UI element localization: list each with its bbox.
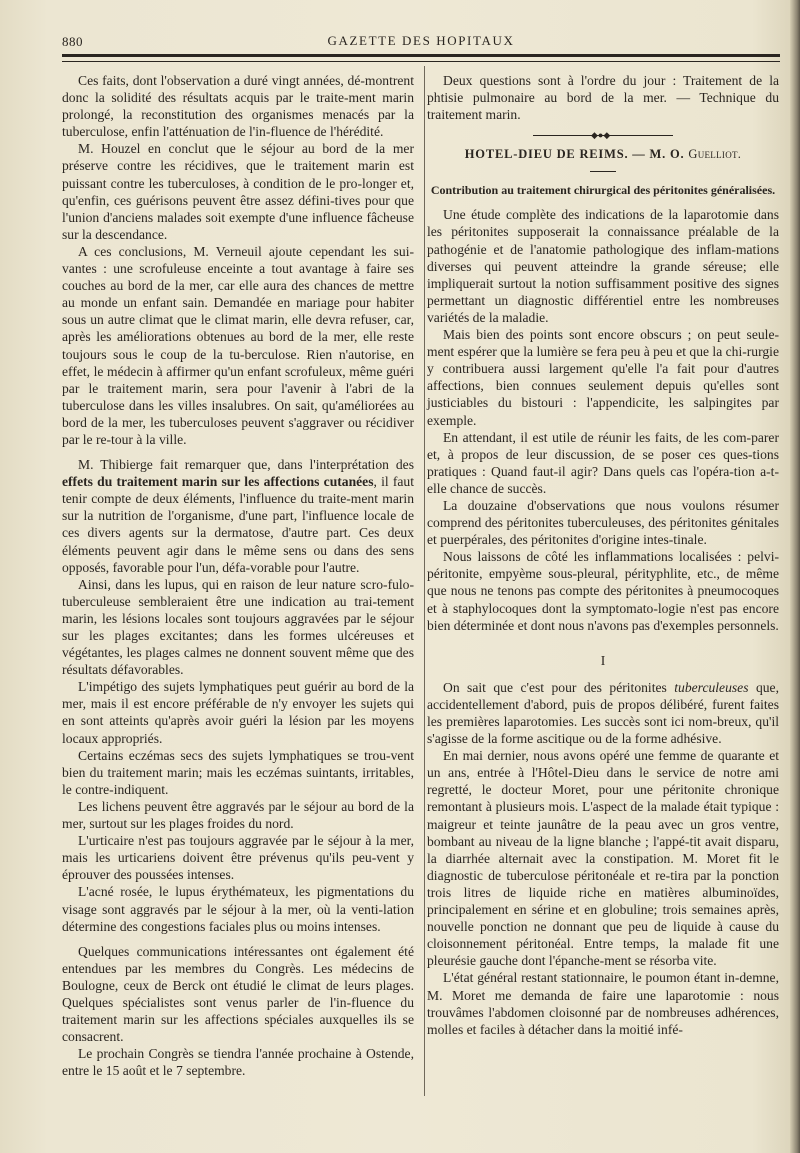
paragraph: M. Houzel en conclut que le séjour au bord de la mer préserve contre les récidives, que le traitement marin est puissant contre les tuberculoses, à condition de le pro-longer et, qu'enfin, ces guérisons peuvent être assez défini-tives pour que l'union d'anciens malades soit exempte d'une influence fâcheuse sur la descendance. xyxy=(62,141,414,242)
paragraph: L'impétigo des sujets lymphatiques peut guérir au bord de la mer, mais il est encore préférable de n'y envoyer les sujets qui en sont atteints qu'après avoir guéri la lésion par les moyens locaux appropriés. xyxy=(62,679,414,746)
italic-term: tuberculeuses xyxy=(674,679,749,695)
paragraph: A ces conclusions, M. Verneuil ajoute cependant les sui-vantes : une scrofuleuse enceinte a tout avantage à faire ses couches au bord de la mer, car elle aura des chances de mettre au monde un enfant sain. Demandée en mariage pour habiter sous un autre climat que le climat marin, elle devra refuser, car, après les améliorations obtenues au bord de la mer, elle reste toujours sous le coup de la tu-berculose. Rien n'autorise, en effet, le médecin à affirmer qu'un enfant scrofuleux, même guéri par le traitement marin, sera pour l'avenir à l'abri de la tuberculose dans les villes insalubres. On sait, qu'améliorées au bord de la mer, les tuberculoses peuvent s'aggraver ou récidiver par le re-tour à la ville. xyxy=(62,243,414,447)
bold-topic: effets du traitement marin sur les affections cutanées xyxy=(62,474,374,490)
text-run: M. Thibierge fait remarquer que, dans l'interprétation des xyxy=(78,457,414,473)
right-column xyxy=(427,72,779,1038)
ornament-rule xyxy=(533,130,673,141)
paragraph: Ainsi, dans les lupus, qui en raison de leur nature scro-fulo-tuberculeuse sembleraient être une indication au trai-tement marin, les lésions locales sont toujours aggravées par le séjour sur les plages excitantes; dans les formes ulcéreuses et végétantes, les plages calmes ne donnent souvent même que des résultats défavorables. xyxy=(62,576,414,678)
paragraph: Quelques communications intéressantes ont également été entendues par les membres du Congrès. Les médecins de Boulogne, ceux de Berck ont étudié le climat de leurs plages. Quelques spécialistes sont venus parler de l'in-fluence du traitement marin sur les affections spéciales auxquelles ils se consacrent. xyxy=(62,943,414,1045)
paragraph: L'état général restant stationnaire, le poumon étant in-demne, M. Moret me demanda de faire une laparotomie : nous trouvâmes l'abdomen cloisonné par de nombreuses adhérences, molles et faciles à détacher dans la moitié infé- xyxy=(427,970,779,1037)
paragraph: L'acné rosée, le lupus érythémateux, les pigmentations du visage sont aggravés par le séjour à la mer, où la venti-lation détermine des congestions faciales plus ou moins intenses. xyxy=(62,884,414,934)
short-rule xyxy=(590,171,616,172)
paragraph-thibierge xyxy=(62,456,414,576)
paragraph: Deux questions sont à l'ordre du jour : Traitement de la phtisie pulmonaire au bord de la mer. — Technique du traitement marin. xyxy=(427,73,779,123)
paragraph: Nous laissons de côté les inflammations localisées : pelvi-péritonite, empyème sous-pleural, pérityphlite, etc., de même que nous ne tenons pas compte des péritonites à pneumocoques et à staphylocoques dont la symptomato-logie n'est pas encore bien déterminée et dont nous n'avons pas d'exemples personnels. xyxy=(427,549,779,633)
text-run: que, accidentellement d'abord, puis de propos délibéré, furent faites les premières laparotomies. Les succès sont ici nom-breux, qu'il s'agisse de la forme ascitique ou de la forme adhésive. xyxy=(427,679,779,747)
paragraph: Le prochain Congrès se tiendra l'année prochaine à Ostende, entre le 15 août et le 7 septembre. xyxy=(62,1046,414,1079)
section-title-text: HOTEL-DIEU DE REIMS. — M. O. xyxy=(464,147,685,162)
paragraph: Certains eczémas secs des sujets lymphatiques se trou-vent bien du traitement marin; mais les eczémas suintants, irritables, le contre-indiquent. xyxy=(62,747,414,797)
paragraph: Les lichens peuvent être aggravés par le séjour au bord de la mer, surtout sur les plages froides du nord. xyxy=(62,798,414,832)
text-run: , il faut tenir compte de deux éléments, l'influence du traite-ment marin sur la nutrition de l'organisme, d'une part, l'influence locale de ces divers agents sur la dermatose, d'autre part. Ces deux éléments peuvent agir dans le même sens ou dans des sens opposés, favorable pour l'un, défa-vorable pour l'autre. xyxy=(62,474,414,575)
text-run: On sait que c'est pour des péritonites xyxy=(443,679,675,695)
page-header xyxy=(62,30,780,52)
section-title xyxy=(427,146,779,163)
column-divider xyxy=(424,66,425,1096)
ornament: ◆●◆ xyxy=(591,130,611,141)
paragraph: Une étude complète des indications de la laparotomie dans les péritonites supposerait la connaissance préalable de la pathogénie et de l'anatomie pathologique des inflam-mations diverses qui peuvent atteindre la grande séreuse; elle impliquerait surtout la notion suffisamment positive des signes permettant un diagnostic différentiel entre les nombreuses variétés de la maladie. xyxy=(427,207,779,325)
binding-edge xyxy=(790,0,800,1153)
section-numeral: I xyxy=(600,652,606,668)
paragraph: L'urticaire n'est pas toujours aggravée par le séjour à la mer, mais les urticariens doivent être prévenus qu'ils peu-vent y éprouver des poussées intenses. xyxy=(62,833,414,883)
paragraph: Mais bien des points sont encore obscurs ; on peut seule-ment espérer que la lumière se fera peu à peu et que la chi-rurgie y contribuera aussi largement qu'elle l'a fait pour d'autres affections, bien connues seulement depuis qu'elles sont justiciables du bistouri : l'appendicite, les salpingites par exemple. xyxy=(427,327,779,428)
article-subtitle: Contribution au traitement chirurgical des péritonites généralisées. xyxy=(430,183,776,198)
page-number: 880 xyxy=(62,34,83,49)
paragraph: En attendant, il est utile de réunir les faits, de les com-parer et, à propos de leur discussion, de se poser ces ques-tions pratiques : Quand faut-il agir? Dans quels cas l'opéra-tion a-t-elle chance de succès. xyxy=(427,429,779,496)
paragraph: La douzaine d'observations que nous voulons résumer comprend des péritonites tuberculeuses, des péritonites génitales et puerpérales, des péritonites d'origine intes-tinale. xyxy=(427,497,779,548)
header-rule-thick xyxy=(62,54,780,57)
header-rule-thin xyxy=(62,61,780,62)
paragraph: En mai dernier, nous avons opéré une femme de quarante et un ans, entrée à l'Hôtel-Dieu dans le service de notre ami regretté, le docteur Moret, pour une péritonite chronique remontant à plusieurs mois. L'aspect de la malade était typique : maigreur et teinte jaunâtre de la peau avec un gros ventre, bombant au niveau de la ligne blanche ; l'appé-tit avait disparu, la diarrhée alternait avec la constipation. M. Moret fit le diagnostic de tuberculose péritonéale et re-tira par la ponction trois litres de liquide riche en matières albuminoïdes, principalement en sérine et en globuline; trois semaines après, nouvelle ponction ne donnant que peu de liquide à cause du cloisonnement péritonéal. Entre temps, la malade fit une pleurésie gauche dont l'épanche-ment se résorba vite. xyxy=(427,748,779,969)
journal-title: GAZETTE DES HOPITAUX xyxy=(327,33,515,48)
left-column xyxy=(62,72,414,1079)
section-author: Guelliot. xyxy=(688,147,742,162)
paragraph xyxy=(427,679,779,747)
paragraph: Ces faits, dont l'observation a duré vingt années, dé-montrent donc la solidité des résultats acquis par le traite-ment marin prolongé, la reconstitution des organismes menacés par la tuberculose, enfin l'atténuation de l'in-fluence de l'hérédité. xyxy=(62,73,414,140)
